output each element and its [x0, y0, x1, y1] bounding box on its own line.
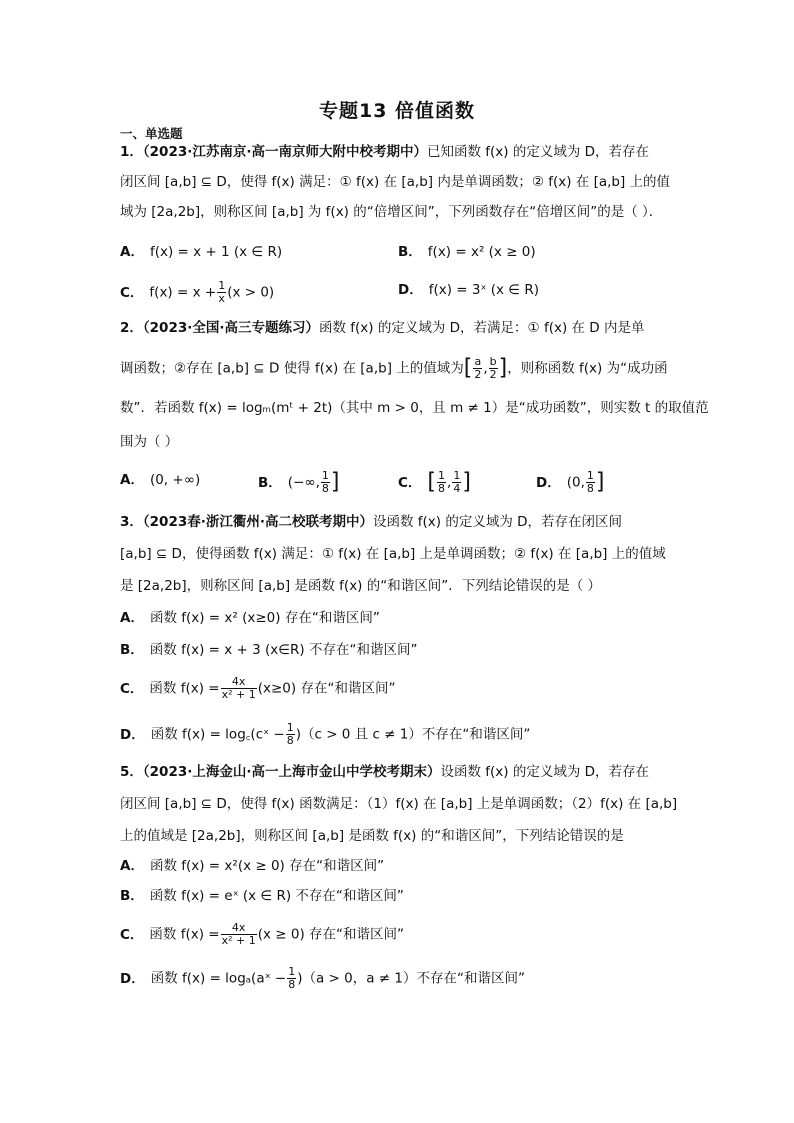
q5-option-b[interactable]	[120, 886, 404, 906]
q1-number: 1．	[120, 144, 143, 160]
fraction: $\frac{1}{8}$	[438, 469, 446, 495]
option-label: A．	[120, 858, 144, 874]
option-label: A．	[120, 472, 144, 488]
q1-source: （2023·江苏南京·高一南京师大附中校考期中）	[142, 144, 427, 160]
fraction: $\frac{b}{2}$	[489, 355, 497, 381]
option-label: B．	[258, 474, 282, 491]
q5-number: 5．	[120, 764, 143, 780]
option-label: C．	[398, 474, 422, 491]
option-text: (0, +∞)	[149, 472, 201, 488]
q3-option-a[interactable]	[120, 608, 380, 628]
option-label: B．	[120, 642, 144, 658]
q2-line-3: 数”．若函数 f(x) = logₘ(mᵗ + 2t)（其中 m > 0，且 m ≠ 1）是“成功函数”，则实数 t 的取值范	[120, 400, 709, 416]
option-label: C．	[120, 926, 144, 943]
fraction: $\frac{1}{8}$	[288, 965, 296, 991]
q1-option-d[interactable]	[398, 280, 539, 300]
option-text: 函数 f(x) = x² (x≥0) 存在“和谐区间”	[149, 610, 380, 626]
option-label: C．	[120, 284, 144, 301]
q1-line-3: 域为 [2a,2b]，则称区间 [a,b] 为 f(x) 的“倍增区间”，下列函数存在“倍增区间”的是（ ）．	[120, 204, 663, 220]
q1-option-c[interactable]: C． f(x) = x + $\frac{1}{x}$ (x > 0)	[120, 279, 275, 305]
q1-line-1	[120, 142, 649, 162]
section-heading: 一、单选题	[120, 126, 183, 141]
q3-option-c[interactable]: C． 函数 f(x) = $\frac{4x}{\text{x² + 1}}$ (x≥0) 存在“和谐区间”	[120, 675, 396, 701]
q2-line-2: 调函数；②存在 [a,b] ⊆ D 使得 f(x) 在 [a,b] 上的值域为[ $\frac{a}{2}$ , $\frac{b}{2}$ ]，则称函数 f(x) 为“成功函	[120, 355, 668, 381]
q5-option-a[interactable]	[120, 856, 384, 876]
q5-option-d[interactable]: D． 函数 f(x) = logₐ(aˣ − $\frac{1}{8}$ )（a > 0，a ≠ 1）不存在“和谐区间”	[120, 965, 525, 991]
option-label: A．	[120, 244, 144, 260]
option-label: B．	[120, 888, 144, 904]
option-label: C．	[120, 680, 144, 697]
option-label: A．	[120, 610, 144, 626]
option-text: f(x) = x² (x ≥ 0)	[427, 244, 536, 260]
option-text: f(x) = x + 1 (x ∈ R)	[149, 244, 283, 260]
q3-text-1: 设函数 f(x) 的定义域为 D，若存在闭区间	[373, 514, 623, 530]
q2-number: 2．	[120, 320, 143, 336]
page-title: 专题13 倍值函数	[318, 100, 476, 122]
q3-source: （2023春·浙江衢州·高二校联考期中）	[142, 514, 373, 530]
option-text: f(x) = 3ˣ (x ∈ R)	[428, 282, 540, 298]
q3-option-d[interactable]: D． 函数 f(x) = log꜀(cˣ − $\frac{1}{8}$ )（c > 0 且 c ≠ 1）不存在“和谐区间”	[120, 721, 531, 747]
q3-line-2: [a,b] ⊆ D，使得函数 f(x) 满足：① f(x) 在 [a,b] 上是单调函数；② f(x) 在 [a,b] 上的值域	[120, 546, 666, 562]
option-text: 函数 f(x) = eˣ (x ∈ R) 不存在“和谐区间”	[149, 888, 404, 904]
option-text: f(x) = x +	[149, 284, 217, 301]
q1-option-a[interactable]	[120, 242, 282, 262]
q3-line-3: 是 [2a,2b]，则称区间 [a,b] 是函数 f(x) 的“和谐区间”．下列结论错误的是（ ）	[120, 578, 602, 594]
q2-option-b[interactable]: B． (−∞, $\frac{1}{8}$ ]	[258, 469, 340, 495]
option-label: D．	[120, 726, 145, 743]
q2-option-c[interactable]: C． [ $\frac{1}{8}$ , $\frac{1}{4}$ ]	[398, 469, 471, 495]
q1-text-1: 已知函数 f(x) 的定义域为 D，若存在	[427, 144, 650, 160]
q5-line-2: 闭区间 [a,b] ⊆ D，使得 f(x) 函数满足：（1）f(x) 在 [a,b] 上是单调函数；（2）f(x) 在 [a,b]	[120, 796, 678, 812]
fraction: $\frac{4x}{\text{x² + 1}}$	[221, 921, 256, 947]
option-label: B．	[398, 244, 422, 260]
q2-option-a[interactable]	[120, 470, 200, 490]
q2-line-1	[120, 318, 644, 338]
option-label: D．	[536, 474, 561, 491]
q5-line-1	[120, 762, 649, 782]
fraction: $\frac{1}{x}$	[218, 279, 226, 305]
option-text: 函数 f(x) = x + 3 (x∈R) 不存在“和谐区间”	[149, 642, 418, 658]
q3-number: 3．	[120, 514, 143, 530]
q2-line-4: 围为（ ）	[120, 434, 179, 450]
fraction: $\frac{a}{2}$	[474, 355, 482, 381]
fraction: $\frac{1}{8}$	[321, 469, 329, 495]
q5-source: （2023·上海金山·高一上海市金山中学校考期末）	[142, 764, 441, 780]
option-text: 函数 f(x) = x²(x ≥ 0) 存在“和谐区间”	[149, 858, 385, 874]
q3-line-1	[120, 512, 622, 532]
q5-line-3: 上的值域是 [2a,2b]，则称区间 [a,b] 是函数 f(x) 的“和谐区间”，下列结论错误的是	[120, 828, 624, 844]
q5-option-c[interactable]: C． 函数 f(x) = $\frac{4x}{\text{x² + 1}}$ (x ≥ 0) 存在“和谐区间”	[120, 921, 405, 947]
fraction: $\frac{1}{8}$	[286, 721, 294, 747]
q1-option-b[interactable]	[398, 242, 536, 262]
q2-option-d[interactable]: D． (0, $\frac{1}{8}$ ]	[536, 469, 605, 495]
fraction: $\frac{1}{8}$	[586, 469, 594, 495]
option-label: D．	[398, 282, 423, 298]
fraction: $\frac{4x}{\text{x² + 1}}$	[221, 675, 256, 701]
q3-option-b[interactable]	[120, 640, 417, 660]
q5-text-1: 设函数 f(x) 的定义域为 D，若存在	[440, 764, 650, 780]
q1-line-2: 闭区间 [a,b] ⊆ D，使得 f(x) 满足：① f(x) 在 [a,b] 内是单调函数；② f(x) 在 [a,b] 上的值	[120, 174, 671, 190]
q2-source: （2023·全国·高三专题练习）	[142, 320, 319, 336]
option-label: D．	[120, 970, 145, 987]
fraction: $\frac{1}{4}$	[453, 469, 461, 495]
q2-text-1: 函数 f(x) 的定义域为 D，若满足：① f(x) 在 D 内是单	[319, 320, 645, 336]
